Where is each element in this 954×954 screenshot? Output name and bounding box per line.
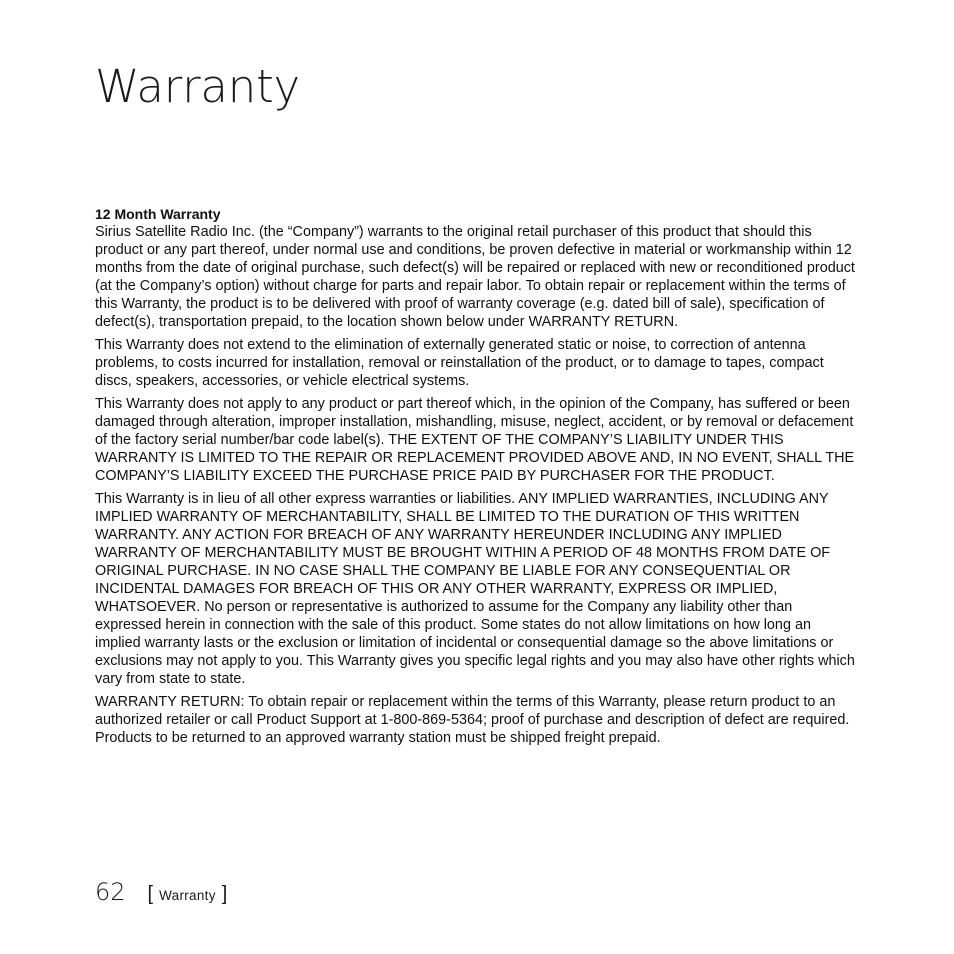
paragraph-warranty-return: WARRANTY RETURN: To obtain repair or replacement within the terms of this Warranty, please return product to an authorized retailer or call Product Support at 1-800-869-5364; proof of purchase and description of defect are required. Products to be returned to an approved warranty station must be shipped freight prepaid. — [95, 694, 850, 746]
page-number: 62 — [95, 878, 126, 906]
paragraph-implied-warranties: This Warranty is in lieu of all other express warranties or liabilities. ANY IMPLIED WARRANTIES, INCLUDING ANY IMPLIED WARRANTY OF MERCHANTABILITY, SHALL BE LIMITED TO THE DURATION OF THIS WRITTEN WARRANTY. ANY ACTION FOR BREACH OF ANY WARRANTY HEREUNDER INCLUDING ANY IMPLIED WARRANTY OF MERCHANTABILITY MUST BE BROUGHT WITHIN A PERIOD OF 48 MONTHS FROM DATE OF ORIGINAL PURCHASE. IN NO CASE SHALL THE COMPANY BE LIABLE FOR ANY CONSEQUENTIAL OR INCIDENTAL DAMAGES FOR BREACH OF THIS OR ANY OTHER WARRANTY, EXPRESS OR IMPLIED, WHATSOEVER. No person or representative is authorized to assume for the Company any liability other than expressed herein in connection with the sale of this product. Some states do not allow limitations on how long an implied warranty lasts or the exclusion or limitation of incidental or consequential damage so the above limitations or exclusions may not apply to you. This Warranty gives you specific legal rights and you may also have other rights which vary from state to state. — [95, 491, 855, 687]
page-title: Warranty — [95, 60, 300, 113]
paragraph-exclusions: This Warranty does not extend to the elimination of externally generated static or noise, to correction of antenna problems, to costs incurred for installation, removal or reinstallation of the product, or to damage to tapes, compact discs, speakers, accessories, or vehicle electrical systems. — [95, 337, 824, 389]
warranty-body — [95, 205, 860, 752]
section-heading: 12 Month Warranty — [95, 206, 221, 222]
bracket-close: ] — [221, 883, 228, 905]
page-footer — [95, 878, 227, 906]
bracket-open: [ — [147, 883, 154, 905]
paragraph-limitations: This Warranty does not apply to any product or part thereof which, in the opinion of the Company, has suffered or been damaged through alteration, improper installation, mishandling, misuse, neglect, accident, or by removal or defacement of the factory serial number/bar code label(s). THE EXTENT OF THE COMPANY’S LIABILITY UNDER THIS WARRANTY IS LIMITED TO THE REPAIR OR REPLACEMENT PROVIDED ABOVE AND, IN NO EVENT, SHALL THE COMPANY’S LIABILITY EXCEED THE PURCHASE PRICE PAID BY PURCHASER FOR THE PRODUCT. — [95, 396, 855, 484]
paragraph-coverage: Sirius Satellite Radio Inc. (the “Company”) warrants to the original retail purchaser of this product that should this product or any part thereof, under normal use and conditions, be proven defective in material or workmanship within 12 months from the date of original purchase, such defect(s) will be repaired or replaced with new or reconditioned product (at the Company’s option) without charge for parts and repair labor. To obtain repair or replacement within the terms of this Warranty, the product is to be delivered with proof of warranty coverage (e.g. dated bill of sale), specification of defect(s), transportation prepaid, to the location shown below under WARRANTY RETURN. — [95, 224, 855, 330]
footer-section-label: Warranty — [159, 888, 216, 903]
